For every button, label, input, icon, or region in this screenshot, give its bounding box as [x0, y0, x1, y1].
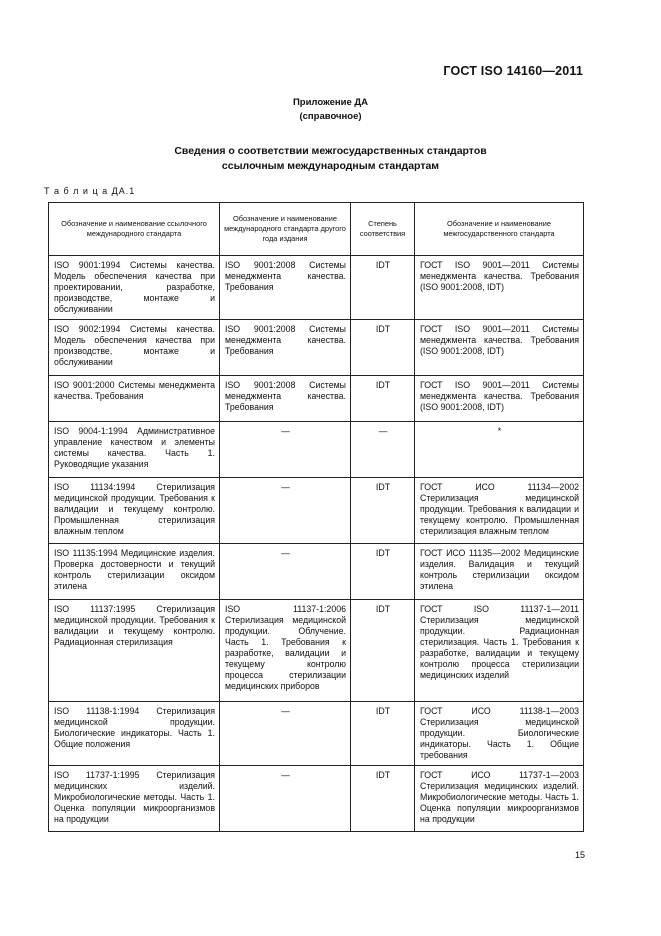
table-header-row — [49, 203, 584, 256]
table-row — [49, 320, 584, 376]
cell-reference-standard: ISO 9001:2000 Системы менеджмента качества. Требования — [49, 376, 220, 422]
column-header-interstate-standard: Обозначение и наименование межгосударственного стандарта — [415, 203, 584, 256]
standard-number: ГОСТ ISO 14160—2011 — [443, 64, 583, 78]
cell-reference-standard: ISO 11137:1995 Стерилизация медицинской продукции. Требования к валидации и текущему контролю. Радиационная стерилизация — [49, 600, 220, 702]
cell-other-edition: — — [220, 702, 351, 766]
cell-degree: IDT — [351, 702, 415, 766]
cell-other-edition: — — [220, 478, 351, 544]
table-row — [49, 478, 584, 544]
appendix-type: (справочное) — [299, 111, 362, 122]
page-number: 15 — [574, 850, 585, 860]
table-caption: Т а б л и ц а ДА.1 — [44, 186, 136, 196]
cell-reference-standard: ISO 9002:1994 Системы качества. Модель обеспечения качества при производстве, монтаже и обслуживании — [49, 320, 220, 376]
cell-interstate-standard: ГОСТ ISO 9001—2011 Системы менеджмента качества. Требования (ISO 9001:2008, IDT) — [415, 376, 584, 422]
cell-interstate-standard: ГОСТ ISO 9001—2011 Системы менеджмента качества. Требования (ISO 9001:2008, IDT) — [415, 320, 584, 376]
cell-interstate-standard: ГОСТ ИСО 11134—2002 Стерилизация медицинской продукции. Требования к валидации и текущему контролю. Промышленная стерилизация влажным теплом — [415, 478, 584, 544]
cell-interstate-standard: ГОСТ ISO 11137-1—2011 Стерилизация медицинской продукции. Радиационная стерилизация. Часть 1. Требования к разработке, валидации и текущему контролю процесса стерилизации медицинских изделий — [415, 600, 584, 702]
table-row — [49, 702, 584, 766]
column-header-reference-standard: Обозначение и наименование ссылочного международного стандарта — [49, 203, 220, 256]
cell-reference-standard: ISO 9001:1994 Системы качества. Модель обеспечения качества при проектировании, разработке, производстве, монтаже и обслуживании — [49, 256, 220, 320]
cell-interstate-standard: ГОСТ ISO 9001—2011 Системы менеджмента качества. Требования (ISO 9001:2008, IDT) — [415, 256, 584, 320]
cell-other-edition: ISO 9001:2008 Системы менеджмента качества. Требования — [220, 256, 351, 320]
table-row — [49, 600, 584, 702]
cell-interstate-standard: * — [415, 422, 584, 478]
cell-reference-standard: ISO 11737-1:1995 Стерилизация медицинских изделий. Микробиологические методы. Часть 1. Оценка популяции микроорганизмов на продукции — [49, 766, 220, 832]
cell-degree: IDT — [351, 320, 415, 376]
cell-degree: IDT — [351, 478, 415, 544]
table-row — [49, 544, 584, 600]
cell-other-edition: ISO 11137-1:2006 Стерилизация медицинской продукции. Облучение. Часть 1. Требования к разработке, валидации и текущему контролю процесса стерилизации медицинских приборов — [220, 600, 351, 702]
column-header-other-edition: Обозначение и наименование международного стандарта другого года издания — [220, 203, 351, 256]
cell-other-edition: ISO 9001:2008 Системы менеджмента качества. Требования — [220, 376, 351, 422]
correspondence-table — [48, 202, 584, 832]
cell-degree: IDT — [351, 256, 415, 320]
cell-degree: — — [351, 422, 415, 478]
table-row — [49, 422, 584, 478]
cell-interstate-standard: ГОСТ ИСО 11737-1—2003 Стерилизация медицинских изделий. Микробиологические методы. Часть 1. Оценка популяции микроорганизмов на продукции — [415, 766, 584, 832]
document-title-line-1: Сведения о соответствии межгосударственных стандартов — [174, 145, 487, 157]
cell-other-edition: — — [220, 544, 351, 600]
document-title-line-2: ссылочным международным стандартам — [221, 160, 440, 172]
table-row — [49, 766, 584, 832]
cell-degree: IDT — [351, 544, 415, 600]
cell-degree: IDT — [351, 766, 415, 832]
cell-other-edition: — — [220, 766, 351, 832]
cell-reference-standard: ISO 11138-1:1994 Стерилизация медицинской продукции. Биологические индикаторы. Часть 1. Общие положения — [49, 702, 220, 766]
cell-other-edition: ISO 9001:2008 Системы менеджмента качества. Требования — [220, 320, 351, 376]
cell-interstate-standard: ГОСТ ИСО 11138-1—2003 Стерилизация медицинской продукции. Биологические индикаторы. Часть 1. Общие требования — [415, 702, 584, 766]
column-header-degree: Степень соответствия — [351, 203, 415, 256]
table-row — [49, 256, 584, 320]
document-title — [0, 144, 661, 174]
cell-reference-standard: ISO 9004-1:1994 Административное управление качеством и элементы системы качества. Часть 1. Руководящие указания — [49, 422, 220, 478]
appendix-label: Приложение ДА — [292, 97, 369, 108]
appendix-heading — [0, 96, 661, 124]
cell-degree: IDT — [351, 600, 415, 702]
cell-reference-standard: ISO 11134:1994 Стерилизация медицинской продукции. Требования к валидации и текущему контролю. Промышленная стерилизация влажным теплом — [49, 478, 220, 544]
cell-other-edition: — — [220, 422, 351, 478]
cell-degree: IDT — [351, 376, 415, 422]
cell-reference-standard: ISO 11135:1994 Медицинские изделия. Проверка достоверности и текущий контроль стерилизации оксидом этилена — [49, 544, 220, 600]
table-row — [49, 376, 584, 422]
cell-interstate-standard: ГОСТ ИСО 11135—2002 Медицинские изделия. Валидация и текущий контроль стерилизации оксидом этилена — [415, 544, 584, 600]
